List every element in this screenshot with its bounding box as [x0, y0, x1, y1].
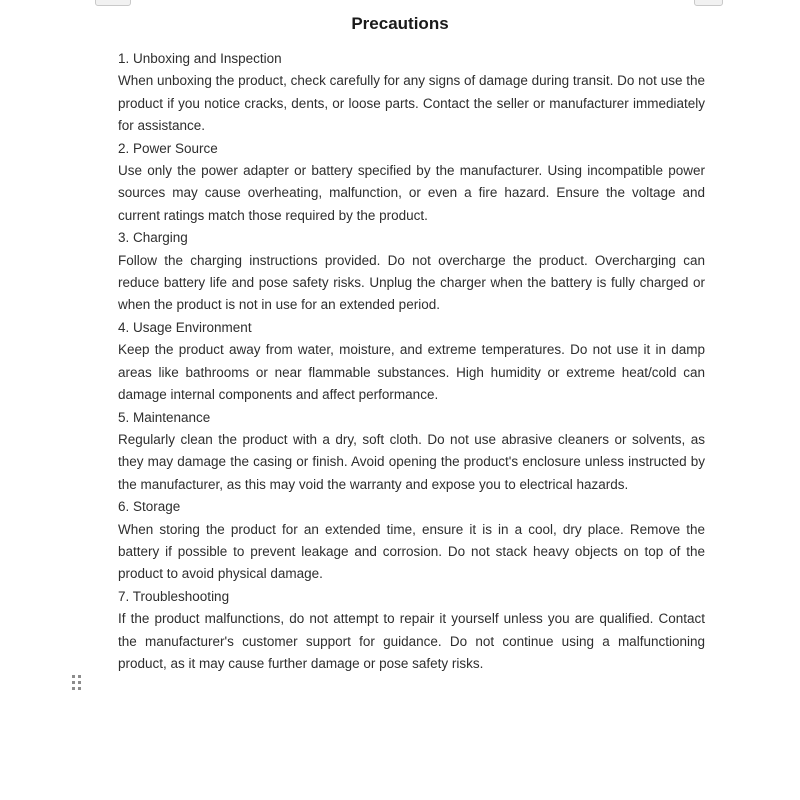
drag-handle-dot — [78, 681, 81, 684]
section-power-source — [118, 138, 705, 228]
section-usage-environment — [118, 317, 705, 407]
section-body: If the product malfunctions, do not attempt to repair it yourself unless you are qualified. Contact the manufacturer's customer support for guidance. Do not continue using a malfunctioning product, as it may cause further damage or pose safety risks. — [118, 611, 705, 671]
drag-handle-dot — [72, 675, 75, 678]
section-body: Follow the charging instructions provided. Do not overcharge the product. Overcharging can reduce battery life and pose safety risks. Unplug the charger when the battery is fully charged or when the product is not in use for an extended period. — [118, 252, 705, 313]
section-body: When unboxing the product, check carefully for any signs of damage during transit. Do not use the product if you notice cracks, dents, or loose parts. Contact the seller or manufacturer immediately for assistance. — [118, 73, 705, 134]
section-charging — [118, 227, 705, 317]
page-title: Precautions — [351, 14, 449, 33]
section-troubleshooting — [118, 586, 705, 676]
section-heading: 6. Storage — [118, 499, 181, 515]
section-heading: 2. Power Source — [118, 140, 218, 156]
drag-handle-icon[interactable] — [72, 675, 82, 691]
section-body: When storing the product for an extended time, ensure it is in a cool, dry place. Remove the battery if possible to prevent leakage and corrosion. Do not stack heavy objects on top of the product to avoid physical damage. — [118, 521, 705, 582]
section-unboxing — [118, 48, 705, 138]
section-body: Keep the product away from water, moisture, and extreme temperatures. Do not use it in damp areas like bathrooms or near flammable substances. High humidity or extreme heat/cold can damage internal components and affect performance. — [118, 342, 705, 403]
document-content — [118, 48, 705, 675]
section-body: Regularly clean the product with a dry, soft cloth. Do not use abrasive cleaners or solvents, as they may damage the casing or finish. Avoid opening the product's enclosure unless instructed by the manufacturer, as this may void the warranty and expose you to electrical hazards. — [118, 431, 705, 492]
section-heading: 4. Usage Environment — [118, 319, 252, 335]
clipped-ui-fragment-left — [95, 0, 131, 6]
section-heading: 3. Charging — [118, 230, 188, 246]
section-heading: 1. Unboxing and Inspection — [118, 51, 282, 66]
drag-handle-dot — [78, 675, 81, 678]
clipped-ui-fragment-right — [694, 0, 723, 6]
section-maintenance — [118, 407, 705, 497]
drag-handle-dot — [72, 681, 75, 684]
drag-handle-dot — [72, 687, 75, 690]
section-body: Use only the power adapter or battery specified by the manufacturer. Using incompatible power sources may cause overheating, malfunction, or even a fire hazard. Ensure the voltage and current ratings match those required by the product. — [118, 163, 705, 223]
section-heading: 7. Troubleshooting — [118, 588, 230, 604]
section-heading: 5. Maintenance — [118, 409, 211, 425]
section-storage — [118, 496, 705, 586]
drag-handle-dot — [78, 687, 81, 690]
